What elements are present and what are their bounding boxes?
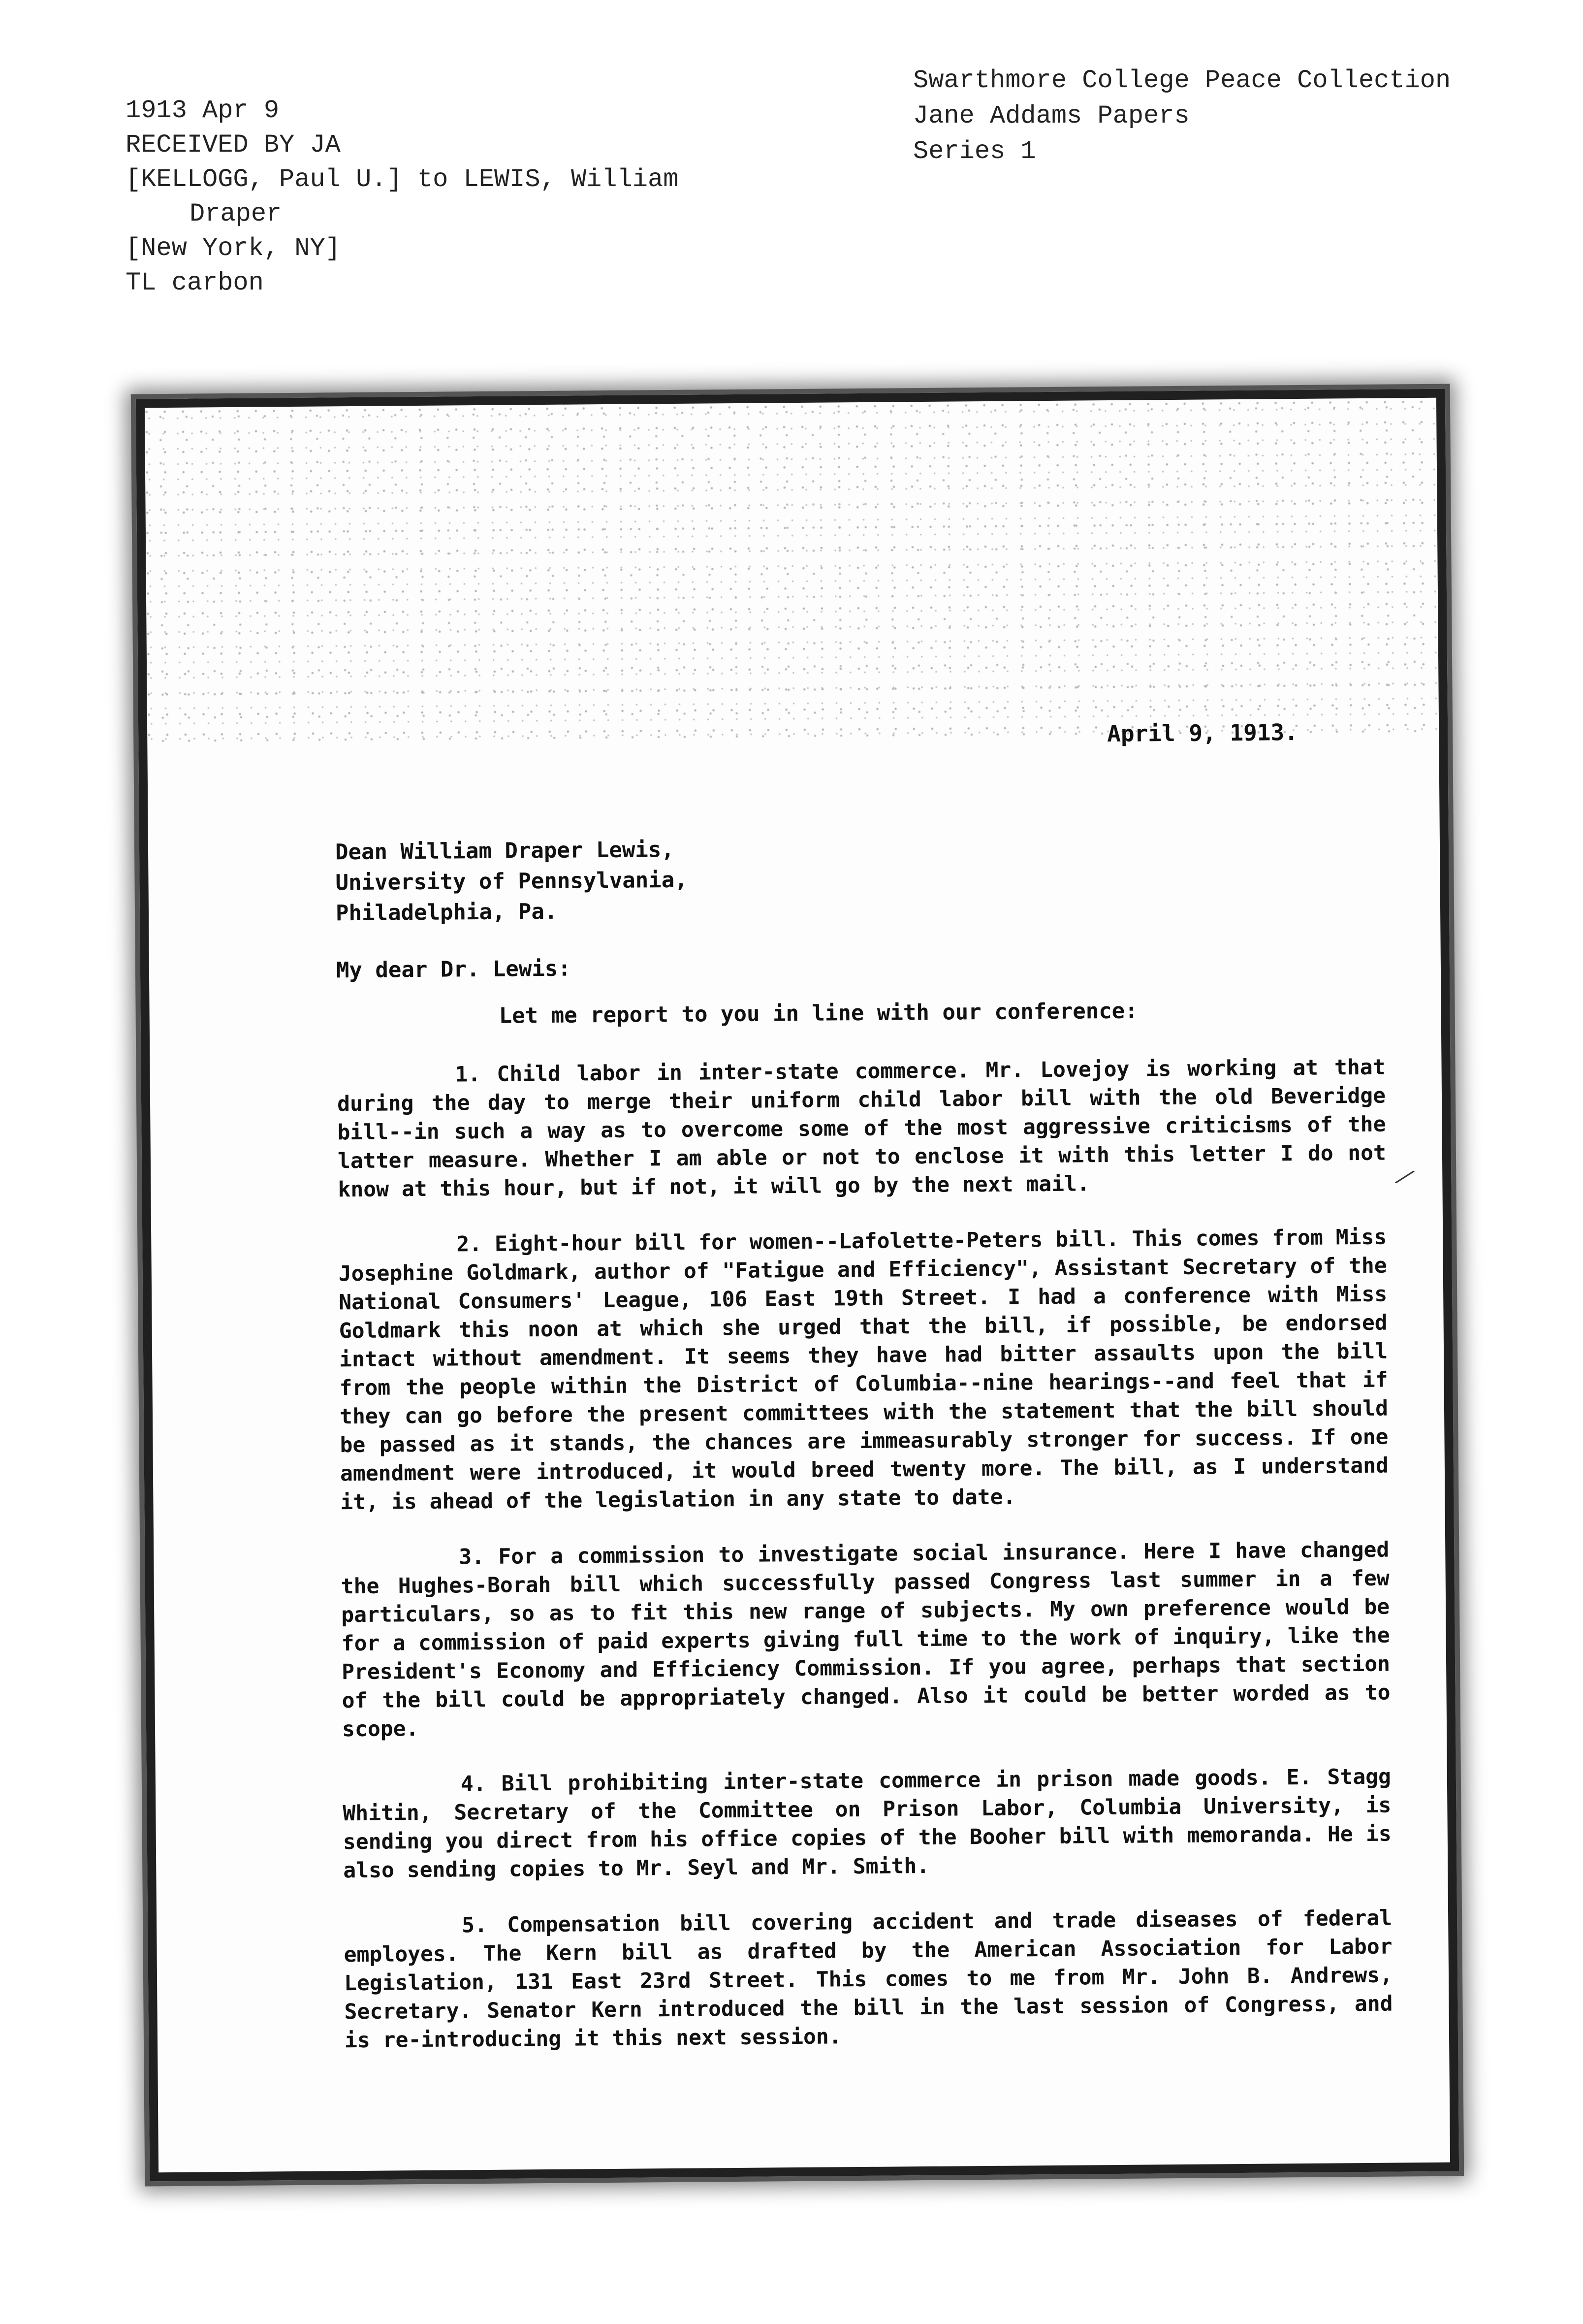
collection-header	[913, 63, 1528, 169]
document-format: TL carbon	[126, 268, 264, 297]
series: Series 1	[913, 137, 1036, 166]
repository: Swarthmore College Peace Collection	[913, 66, 1451, 95]
letter-paragraphs	[337, 1053, 1393, 2082]
correspondents: [KELLOGG, Paul U.] to LEWIS, William	[126, 165, 679, 194]
paragraph-social-insurance: 3. For a commission to investigate social insurance. Here I have changed the Hughes-Borah bill which successfully passed Congress last summer in a few particulars, so as to fit this new range of subjects. My own preference would be for a commission of paid experts giving full time to the work of inquiry, like the President's Economy and Efficiency Commission. If you agree, perhaps that section of the bill could be appropriately changed. Also it could be better worded as to scope.	[341, 1537, 1391, 1742]
papers-name: Jane Addams Papers	[913, 101, 1190, 130]
place: [New York, NY]	[126, 234, 341, 263]
correspondents-continued: Draper	[190, 199, 282, 228]
salutation: My dear Dr. Lewis:	[336, 956, 571, 983]
received-by: RECEIVED BY JA	[126, 130, 341, 160]
stray-mark-icon: ⁄	[1388, 1157, 1422, 1196]
paragraph-child-labor: 1. Child labor in inter-state commerce. Mr. Lovejoy is working at that during the day to merge their uniform child labor bill with the old Beveridge bill--in such a way as to overcome some of the most aggressive criticisms of the latter measure. Whether I am able or not to enclose it with this letter I do not know at this hour, but if not, it will go by the next mail.	[337, 1055, 1387, 1202]
paragraph-compensation-bill: 5. Compensation bill covering accident and trade diseases of federal employes. The Kern bill as drafted by the American Association for Labor Legislation, 131 East 23rd Street. This comes to me from Mr. John B. Andrews, Secretary. Senator Kern introduced the bill in the last session of Congress, and is re-introducing it this next session.	[344, 1905, 1393, 2053]
address-line: Philadelphia, Pa.	[335, 899, 558, 926]
intro-line: Let me report to you in line with our conference:	[499, 998, 1138, 1029]
carbon-speckle-texture	[145, 398, 1439, 753]
archive-date: 1913 Apr 9	[126, 96, 280, 125]
address-line: University of Pennsylvania,	[335, 867, 688, 896]
address-line: Dean William Draper Lewis,	[335, 837, 674, 865]
letter-date: April 9, 1913.	[1107, 718, 1298, 747]
recipient-address	[335, 835, 688, 929]
letter-sheet	[136, 389, 1459, 2182]
paragraph-eight-hour-bill: 2. Eight-hour bill for women--Lafolette-Peters bill. This comes from Miss Josephine Goldmark, author of "Fatigue and Efficiency", Assistant Secretary of the National Consumers' League, 106 East 19th Street. I had a conference with Miss Goldmark this noon at which she urged that the bill, if possible, be endorsed intact without amendment. It seems they have had bitter assaults upon the bill from the people within the District of Columbia--nine hearings--and feel that if they can go before the present committees with the statement that the bill should be passed as it stands, the chances are immeasurably stronger for success. If one amendment were introduced, it would breed twenty more. The bill, as I understand it, is ahead of the legislation in any state to date.	[338, 1225, 1389, 1515]
paragraph-prison-goods: 4. Bill prohibiting inter-state commerce in prison made goods. E. Stagg Whitin, Secretary of the Committee on Prison Labor, Columbia University, is sending you direct from his office copies of the Booher bill with memoranda. He is also sending copies to Mr. Seyl and Mr. Smith.	[343, 1764, 1392, 1883]
archive-header	[126, 94, 765, 300]
